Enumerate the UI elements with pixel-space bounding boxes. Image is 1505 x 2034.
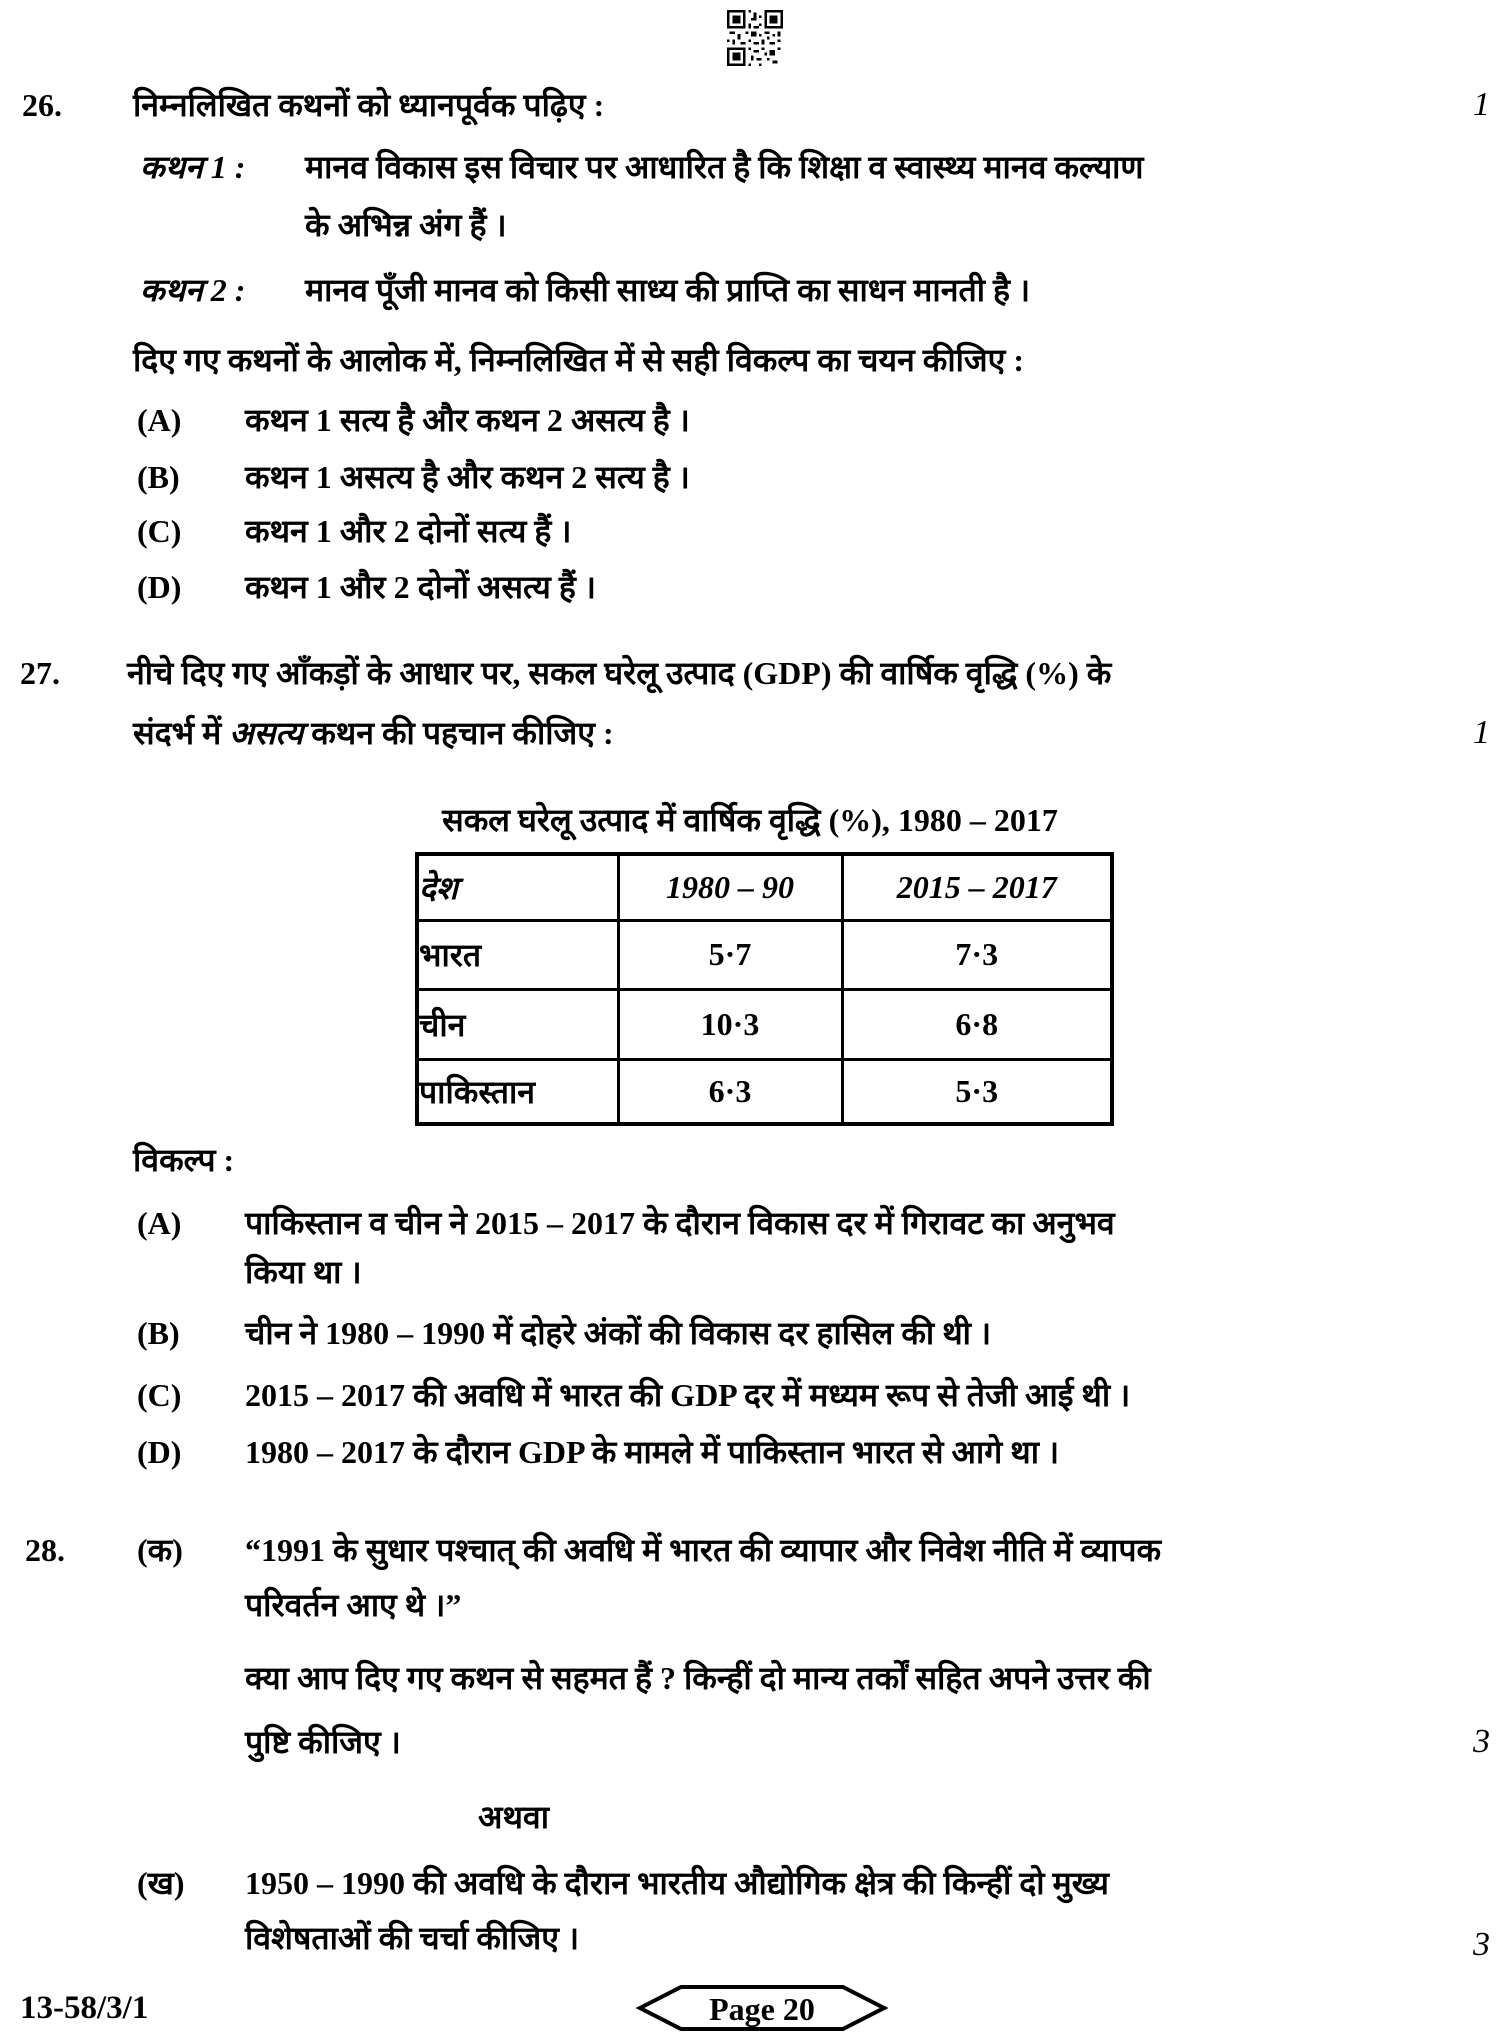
q27-option-d-letter: (D)	[137, 1434, 182, 1470]
q26-statement2-label: कथन 2 :	[140, 272, 246, 308]
table-row	[417, 920, 1112, 989]
q28-part-a-quote-line2: परिवर्तन आए थे ।”	[245, 1587, 462, 1623]
q26-statement1-line1: मानव विकास इस विचार पर आधारित है कि शिक्षा व स्वास्थ्य मानव कल्याण	[305, 149, 1144, 185]
gdp-header-country: देश	[417, 854, 618, 920]
gdp-header-2015-2017: 2015 – 2017	[842, 854, 1112, 920]
gdp-cell-china-1980: 10·3	[618, 989, 842, 1059]
q27-option-d-text: 1980 – 2017 के दौरान GDP के मामले में पाकिस्तान भारत से आगे था ।	[245, 1434, 1060, 1470]
gdp-cell-india: भारत	[417, 920, 618, 989]
q26-option-d-text: कथन 1 और 2 दोनों असत्य हैं ।	[245, 569, 596, 605]
gdp-header-1980-90: 1980 – 90	[618, 854, 842, 920]
q28-part-b-line1: 1950 – 1990 की अवधि के दौरान भारतीय औद्योगिक क्षेत्र की किन्हीं दो मुख्य	[245, 1865, 1109, 1901]
q26-statement1-line2: के अभिन्न अंग हैं ।	[305, 207, 507, 243]
q27-option-a-line1: पाकिस्तान व चीन ने 2015 – 2017 के दौरान विकास दर में गिरावट का अनुभव	[245, 1205, 1115, 1241]
q28-part-a-quote-line1: “1991 के सुधार पश्चात् की अवधि में भारत की व्यापार और निवेश नीति में व्यापक	[245, 1532, 1162, 1568]
gdp-table	[415, 852, 1114, 1126]
q27-option-c-letter: (C)	[137, 1377, 182, 1413]
gdp-cell-pakistan: पाकिस्तान	[417, 1059, 618, 1124]
q26-option-b-letter: (B)	[137, 459, 180, 495]
q28-part-a-letter: (क)	[137, 1532, 183, 1568]
gdp-table-title: सकल घरेलू उत्पाद में वार्षिक वृद्धि (%), 1980 – 2017	[442, 802, 1058, 838]
q28-part-a-line4: पुष्टि कीजिए ।	[245, 1724, 401, 1760]
q27-line2: संदर्भ में असत्य कथन की पहचान कीजिए :	[133, 715, 614, 751]
q27-emphasis-asatya: असत्य	[229, 715, 304, 751]
gdp-cell-india-1980: 5·7	[618, 920, 842, 989]
table-row	[417, 989, 1112, 1059]
table-row	[417, 1059, 1112, 1124]
q27-option-b-letter: (B)	[137, 1315, 180, 1351]
page-number-label: Page 20	[709, 1991, 815, 2027]
q26-statement1-label: कथन 1 :	[140, 149, 246, 185]
q26-option-a-letter: (A)	[137, 402, 182, 438]
q28-part-b-letter: (ख)	[137, 1865, 185, 1901]
q27-options-label: विकल्प :	[133, 1142, 235, 1178]
q26-option-c-text: कथन 1 और 2 दोनों सत्य हैं ।	[245, 513, 572, 549]
q27-number: 27.	[20, 655, 60, 691]
gdp-cell-china-2015: 6·8	[842, 989, 1112, 1059]
qr-code	[725, 10, 785, 66]
q27-line1: नीचे दिए गए आँकड़ों के आधार पर, सकल घरेलू उत्पाद (GDP) की वार्षिक वृद्धि (%) के	[127, 655, 1112, 691]
q27-marks-value: 1	[1473, 714, 1490, 751]
q26-option-b-text: कथन 1 असत्य है और कथन 2 सत्य है ।	[245, 459, 690, 495]
paper-code: 13-58/3/1	[20, 1990, 149, 2026]
q26-option-a-text: कथन 1 सत्य है और कथन 2 असत्य है ।	[245, 402, 690, 438]
q27-option-a-letter: (A)	[137, 1205, 182, 1241]
q27-option-a-line2: किया था ।	[245, 1254, 362, 1290]
q28-part-a-marks-value: 3	[1473, 1723, 1490, 1760]
q28-number: 28.	[25, 1532, 65, 1568]
q26-option-d-letter: (D)	[137, 569, 182, 605]
q26-option-c-letter: (C)	[137, 513, 182, 549]
gdp-table-header-row	[417, 854, 1112, 920]
gdp-cell-pakistan-1980: 6·3	[618, 1059, 842, 1124]
or-separator: अथवा	[478, 1799, 549, 1835]
q27-option-c-text: 2015 – 2017 की अवधि में भारत की GDP दर में मध्यम रूप से तेजी आई थी ।	[245, 1377, 1131, 1413]
q26-intro-text: दिए गए कथनों के आलोक में, निम्नलिखित में से सही विकल्प का चयन कीजिए :	[133, 342, 1025, 378]
q28-part-b-marks-value: 3	[1473, 1926, 1490, 1963]
q28-part-b-line2: विशेषताओं की चर्चा कीजिए ।	[245, 1920, 580, 1956]
q26-question-text: निम्नलिखित कथनों को ध्यानपूर्वक पढ़िए :	[133, 87, 605, 123]
gdp-cell-china: चीन	[417, 989, 618, 1059]
q26-statement2-line1: मानव पूँजी मानव को किसी साध्य की प्राप्ति का साधन मानती है ।	[305, 272, 1031, 308]
gdp-cell-pakistan-2015: 5·3	[842, 1059, 1112, 1124]
q28-part-a-line3: क्या आप दिए गए कथन से सहमत हैं ? किन्हीं दो मान्य तर्कों सहित अपने उत्तर की	[245, 1660, 1151, 1696]
q27-option-b-text: चीन ने 1980 – 1990 में दोहरे अंकों की विकास दर हासिल की थी ।	[245, 1315, 992, 1351]
q26-number: 26.	[22, 87, 62, 123]
gdp-cell-india-2015: 7·3	[842, 920, 1112, 989]
q26-marks-value: 1	[1473, 86, 1490, 123]
